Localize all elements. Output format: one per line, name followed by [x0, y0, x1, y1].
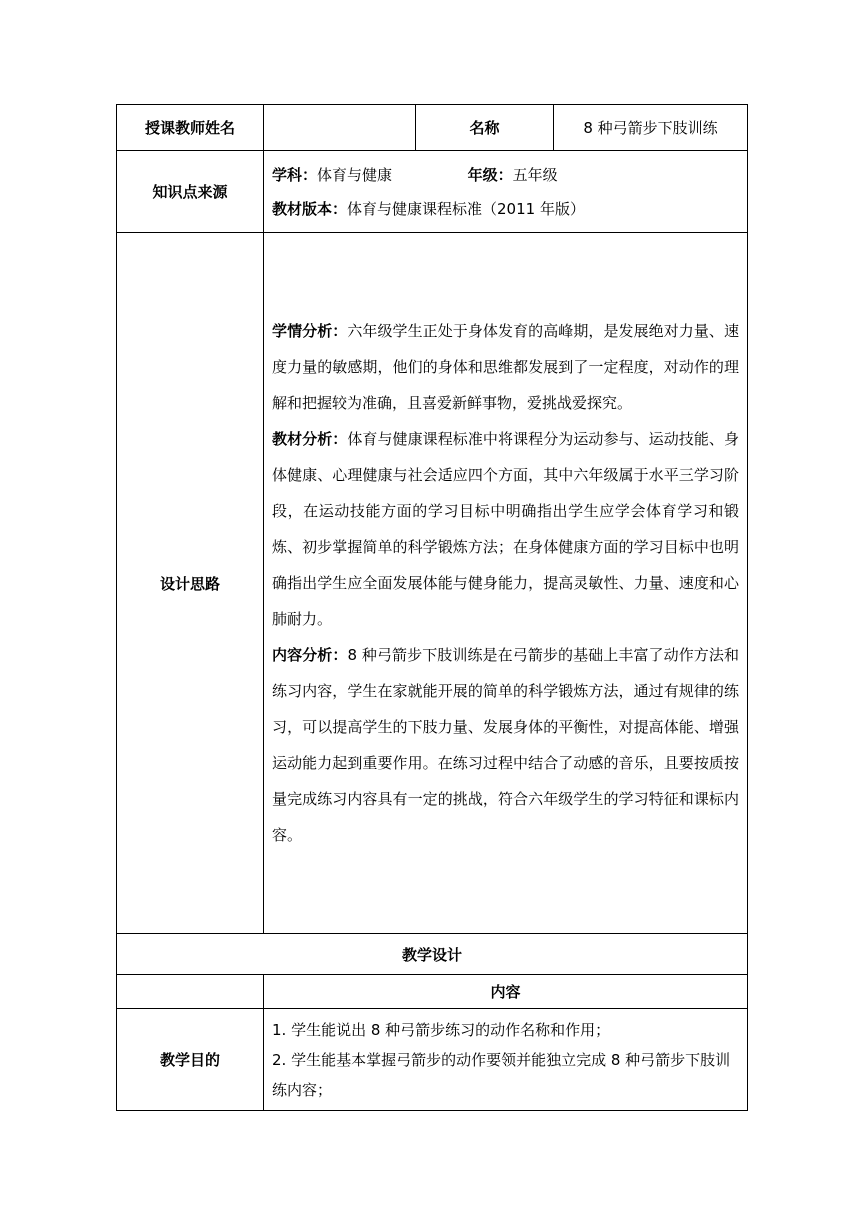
material-analysis-title: 教材分析：	[272, 430, 348, 448]
material-analysis	[272, 421, 739, 637]
goals-content	[264, 1009, 748, 1111]
lesson-name-label: 名称	[416, 105, 554, 151]
teacher-name-label: 授课教师姓名	[117, 105, 264, 151]
goals-label: 教学目的	[117, 1009, 264, 1111]
subject-value: 体育与健康	[317, 165, 393, 184]
goal-item: 1. 学生能说出 8 种弓箭步练习的动作名称和作用；	[272, 1020, 611, 1039]
design-label: 设计思路	[117, 233, 264, 934]
grade-label: 年级：	[467, 165, 513, 184]
teaching-design-title: 教学设计	[117, 934, 748, 975]
material-analysis-text: 体育与健康课程标准中将课程分为运动参与、运动技能、身体健康、心理健康与社会适应四个方面，其中六年级属于水平三学习阶段，在运动技能方面的学习目标中明确指出学生应学会体育学习和锻炼、初步掌握简单的科学锻炼方法；在身体健康方面的学习目标中也明确指出学生应全面发展体能与健身能力，提高灵敏性、力量、速度和心肺耐力。	[272, 430, 739, 628]
teaching-design-row	[117, 934, 748, 975]
goal-item: 2. 学生能基本掌握弓箭步的动作要领并能独立完成 8 种弓箭步下肢训练内容；	[272, 1050, 731, 1099]
header-row	[117, 105, 748, 151]
edition-label: 教材版本：	[272, 199, 348, 218]
goals-row	[117, 1009, 748, 1111]
content-analysis-text: 8 种弓箭步下肢训练是在弓箭步的基础上丰富了动作方法和练习内容，学生在家就能开展的简单的科学锻炼方法，通过有规律的练习，可以提高学生的下肢力量、发展身体的平衡性，对提高体能、增强运动能力起到重要作用。在练习过程中结合了动感的音乐，且要按质按量完成练习内容具有一定的挑战，符合六年级学生的学习特征和课标内容。	[272, 646, 739, 844]
lesson-plan-table	[116, 104, 748, 1111]
subject-label: 学科：	[272, 165, 318, 184]
content-header-blank	[117, 975, 264, 1009]
lesson-name-value: 8 种弓箭步下肢训练	[554, 105, 748, 151]
content-analysis	[272, 637, 739, 853]
learner-analysis-text: 六年级学生正处于身体发育的高峰期，是发展绝对力量、速度力量的敏感期，他们的身体和思维都发展到了一定程度，对动作的理解和把握较为准确，且喜爱新鲜事物，爱挑战爱探究。	[272, 322, 739, 412]
edition-value: 体育与健康课程标准（2011 年版）	[347, 199, 585, 218]
design-row	[117, 233, 748, 934]
learner-analysis	[272, 313, 739, 421]
source-label: 知识点来源	[117, 151, 264, 233]
teacher-name-value	[264, 105, 416, 151]
design-content	[264, 233, 748, 934]
learner-analysis-title: 学情分析：	[272, 322, 348, 340]
grade-value: 五年级	[512, 165, 558, 184]
source-row	[117, 151, 748, 233]
source-details	[264, 151, 748, 233]
content-header: 内容	[264, 975, 748, 1009]
content-analysis-title: 内容分析：	[272, 646, 348, 664]
content-header-row	[117, 975, 748, 1009]
